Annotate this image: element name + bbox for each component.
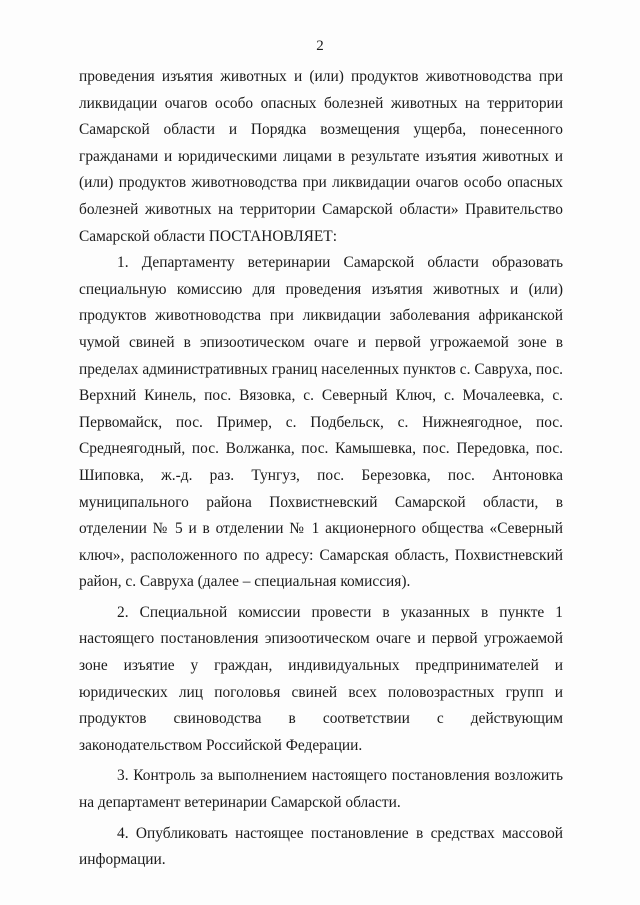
page-number: 2: [316, 38, 324, 54]
document-body: [79, 64, 563, 874]
item-paragraph-1: 1. Департаменту ветеринарии Самарской области образовать специальную комиссию для проведения изъятия животных и (или) продуктов животноводства при ликвидации заболевания африканской чумой свиней в эпизоотическом очаге и первой угрожаемой зоне в пределах административных границ населенных пунктов с. Савруха, пос. Верхний Кинель, пос. Вязовка, с. Северный Ключ, с. Мочалеевка, с. Первомайск, пос. Пример, с. Подбельск, с. Нижнеягодное, пос. Среднеягодный, пос. Волжанка, пос. Камышевка, пос. Передовка, пос. Шиповка, ж.-д. раз. Тунгуз, пос. Березовка, пос. Антоновка муниципального района Похвистневский Самарской области, в отделении № 5 и в отделении № 1 акционерного общества «Северный ключ», расположенного по адресу: Самарская область, Похвистневский район, с. Савруха (далее – специальная комиссия).: [79, 254, 563, 591]
item-paragraph-3: 3. Контроль за выполнением настоящего постановления возложить на департамент ветеринарии Самарской области.: [79, 767, 563, 812]
item-paragraph-4: 4. Опубликовать настоящее постановление в средствах массовой информации.: [79, 824, 563, 869]
intro-paragraph: проведения изъятия животных и (или) продуктов животноводства при ликвидации очагов особо опасных болезней животных на территории Самарской области и Порядка возмещения ущерба, понесенного гражданами и юридическими лицами в результате изъятия животных и (или) продуктов животноводства при ликвидации очагов особо опасных болезней животных на территории Самарской области» Правительство Самарской области ПОСТАНОВЛЯЕТ:: [79, 68, 563, 245]
item-paragraph-2: 2. Специальной комиссии провести в указанных в пункте 1 настоящего постановления эпизоотическом очаге и первой угрожаемой зоне изъятие у граждан, индивидуальных предпринимателей и юридических лиц поголовья свиней всех половозрастных групп и продуктов свиноводства в соответствии с действующим законодательством Российской Федерации.: [79, 603, 563, 754]
